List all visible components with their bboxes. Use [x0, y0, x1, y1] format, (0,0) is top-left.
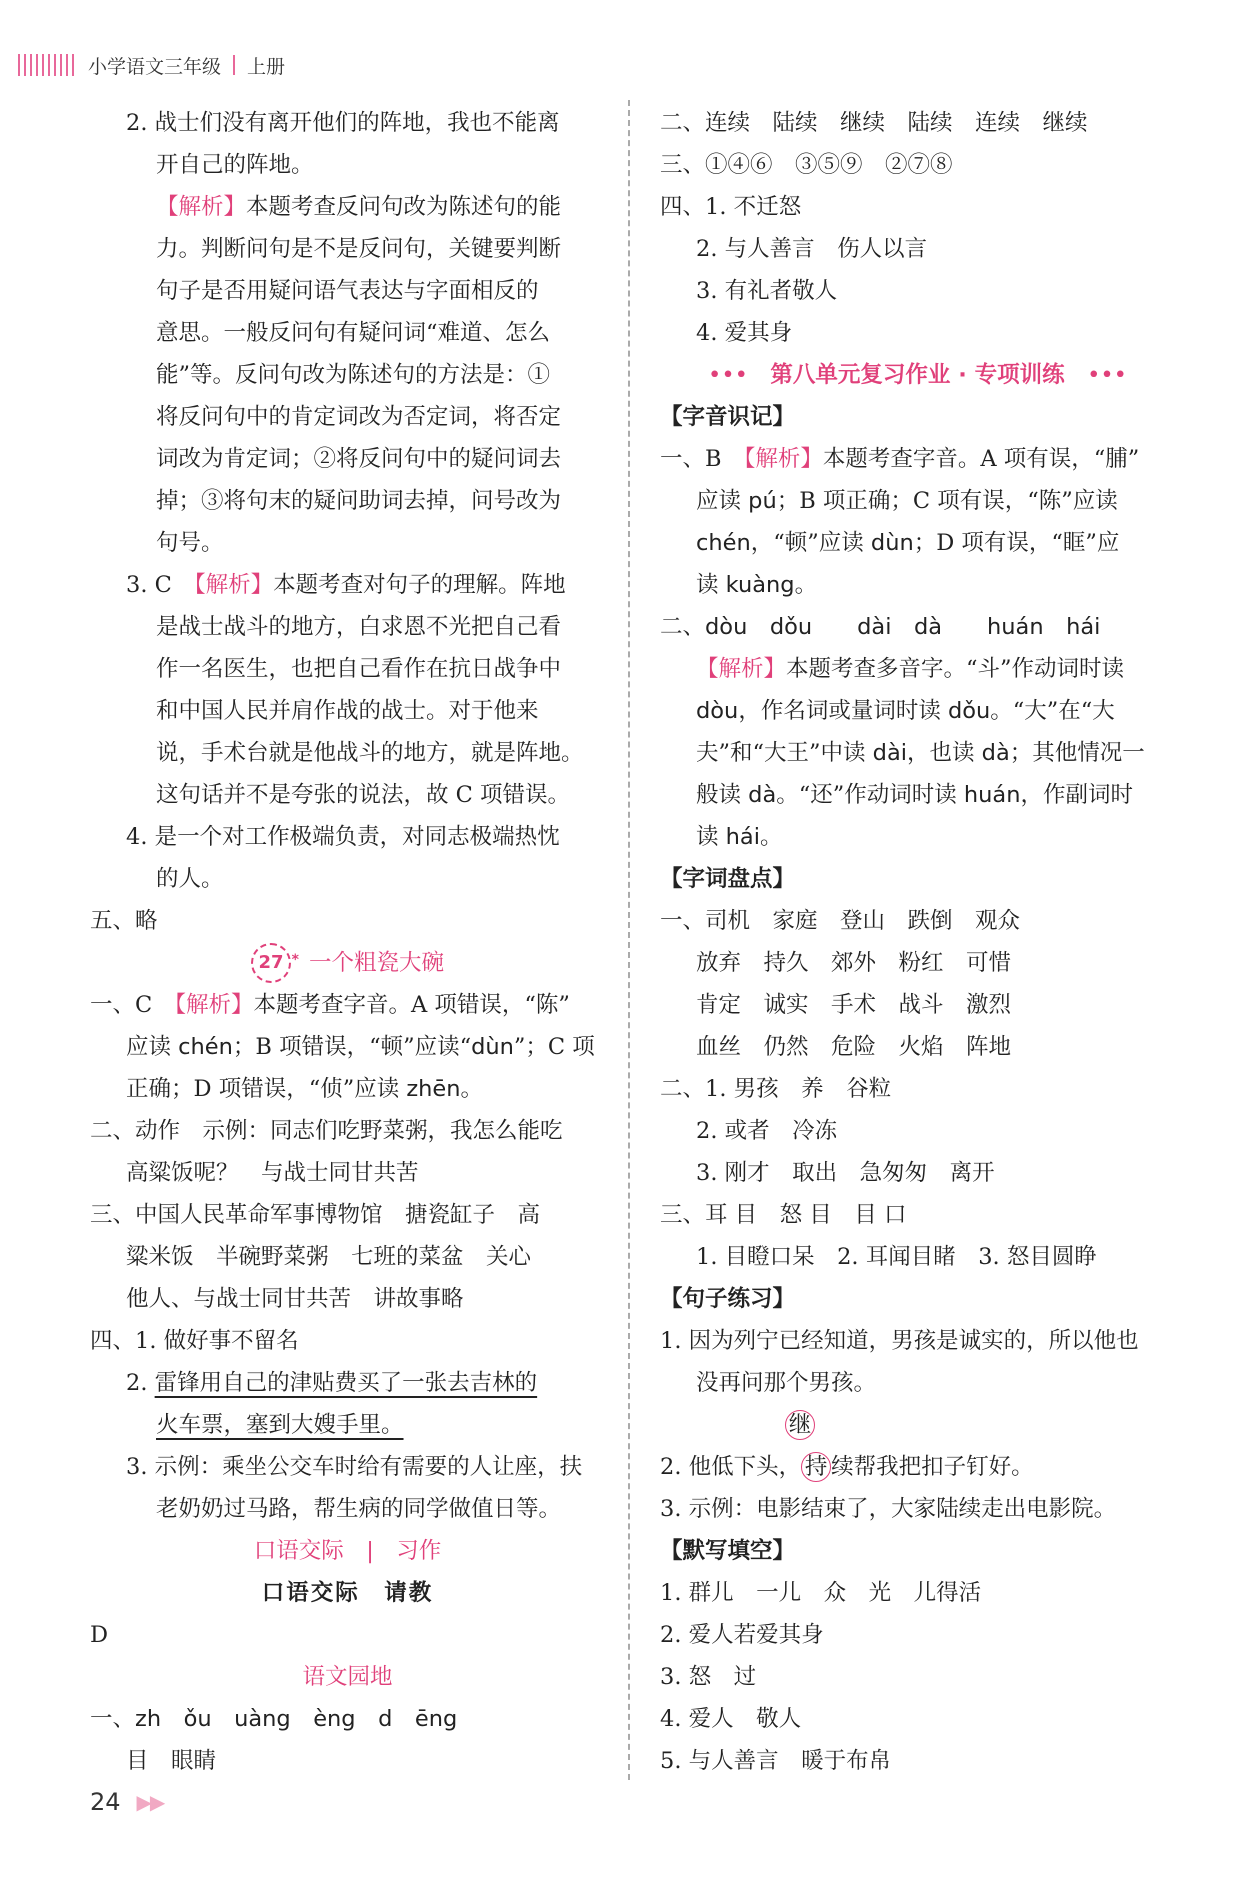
answer-line: 3. 有礼者敬人: [696, 278, 838, 304]
analysis-line: 是战士战斗的地方，白求恩不光把自己看: [156, 614, 562, 640]
analysis-line: 词改为肯定词；②将反问句中的疑问词去: [156, 446, 562, 472]
correction-mark-row: [660, 1404, 1175, 1446]
underlined-answer: 雷锋用自己的津贴费买了一张去吉林的: [154, 1370, 538, 1396]
answer-line: 二、连续 陆续 继续 陆续 连续 继续: [660, 110, 1088, 136]
answer-line: 2. 爱人若爱其身: [660, 1622, 824, 1648]
analysis-line: 掉；③将句末的疑问助词去掉，问号改为: [156, 488, 562, 514]
answer-line: 3. 示例：乘坐公交车时给有需要的人让座，扶: [126, 1454, 583, 1480]
unit-heading: ••• 第八单元复习作业 · 专项训练 •••: [708, 362, 1127, 388]
answer-line: 四、1. 不迁怒: [660, 194, 802, 220]
right-column: [660, 102, 1175, 1782]
answer-line: 老奶奶过马路，帮生病的同学做值日等。: [156, 1496, 562, 1522]
answer-line: 他人、与战士同甘共苦 讲故事略: [126, 1286, 464, 1312]
answer-line: 没再问那个男孩。: [696, 1370, 877, 1396]
analysis-line: 应读 pú；B 项正确；C 项有误，“陈”应读: [696, 488, 1118, 514]
underlined-answer: 火车票，塞到大嫂手里。: [156, 1412, 404, 1438]
section-label: 【字词盘点】: [660, 866, 796, 892]
answer-line: 一、B 【解析】本题考查字音。A 项有误，“脯”: [660, 446, 1140, 472]
analysis-tag: 【解析】: [194, 572, 274, 598]
page-footer: [90, 1788, 163, 1816]
answer-line: 二、1. 男孩 养 谷粒: [660, 1076, 892, 1102]
section-label: 【字音识记】: [660, 404, 796, 430]
answer-line: 3. C 【解析】本题考查对句子的理解。阵地: [126, 572, 566, 598]
answer-line: 1. 因为列宁已经知道，男孩是诚实的，所以他也: [660, 1328, 1139, 1354]
analysis-line: 夫”和“大王”中读 dài，也读 dà；其他情况一: [696, 740, 1145, 766]
footer-arrows-icon: ▶▶: [136, 1790, 164, 1814]
header-volume: 上册: [247, 55, 286, 78]
answer-line: 二、动作 示例：同志们吃野菜粥，我怎么能吃: [90, 1118, 563, 1144]
analysis-line: 正确；D 项错误，“侦”应读 zhēn。: [126, 1076, 484, 1102]
analysis-line: 应读 chén；B 项错误，“顿”应读“dùn”；C 项: [126, 1034, 595, 1060]
answer-line: 二、dòu dǒu dài dà huán hái: [660, 614, 1101, 640]
header-subject: 小学语文三年级: [88, 55, 222, 78]
analysis-line: 力。判断问句是不是反问句，关键要判断: [156, 236, 562, 262]
answer-line: 三、①④⑥ ③⑤⑨ ②⑦⑧: [660, 152, 953, 178]
analysis-line: 作一名医生，也把自己看作在抗日战争中: [156, 656, 562, 682]
answer-line: [90, 1404, 605, 1446]
answer-line: 四、1. 做好事不留名: [90, 1328, 299, 1354]
answer-line: 一、司机 家庭 登山 跌倒 观众: [660, 908, 1021, 934]
analysis-line: 读 hái。: [696, 824, 783, 850]
analysis-tag: 【解析】: [174, 992, 254, 1018]
answer-line: 肯定 诚实 手术 战斗 激烈: [696, 992, 1012, 1018]
answer-line: 4. 是一个对工作极端负责，对同志极端热忱: [126, 824, 560, 850]
analysis-line: chén，“顿”应读 dùn；D 项有误，“眶”应: [696, 530, 1120, 556]
lesson-number-badge: 27 *: [251, 943, 291, 983]
analysis-line: 【解析】本题考查多音字。“斗”作动词时读: [696, 656, 1125, 682]
answer-line: 2. 雷锋用自己的津贴费买了一张去吉林的: [126, 1370, 538, 1396]
answer-line: 3. 刚才 取出 急匆匆 离开: [696, 1160, 995, 1186]
answer-line: 2. 与人善言 伤人以言: [696, 236, 928, 262]
section-heading: 口语交际 | 习作: [253, 1538, 442, 1564]
analysis-line: 将反问句中的肯定词改为否定词，将否定: [156, 404, 562, 430]
answer-line: 一、C 【解析】本题考查字音。A 项错误，“陈”: [90, 992, 570, 1018]
answer-line: 2. 他低下头， 持 续帮我把扣子钉好。: [660, 1454, 1034, 1480]
section-label: 【句子练习】: [660, 1286, 796, 1312]
answer-line: 的人。: [156, 866, 224, 892]
answer-line: 4. 爱其身: [696, 320, 793, 346]
corrected-character: 持: [801, 1452, 831, 1482]
answer-line: 开自己的阵地。: [156, 152, 314, 178]
answer-line: 4. 爱人 敬人: [660, 1706, 802, 1732]
column-divider: [628, 100, 630, 1780]
analysis-tag: 【解析】: [696, 656, 787, 682]
analysis-line: 读 kuàng。: [696, 572, 818, 598]
answer-line: 三、耳 目 怒 目 目 口: [660, 1202, 907, 1228]
answer-line: 3. 示例：电影结束了，大家陆续走出电影院。: [660, 1496, 1117, 1522]
analysis-line: 说，手术台就是他战斗的地方，就是阵地。: [156, 740, 584, 766]
answer-line: 放弃 持久 郊外 粉红 可惜: [696, 950, 1012, 976]
lesson-title-row: [90, 942, 605, 984]
answer-line: D: [90, 1622, 109, 1648]
page-header: [18, 48, 285, 82]
subsection-heading: 口语交际 请教: [261, 1580, 434, 1606]
section-label: 【默写填空】: [660, 1538, 796, 1564]
answer-line: 高粱饭呢？ 与战士同甘共苦: [126, 1160, 419, 1186]
analysis-line: 意思。一般反问句有疑问词“难道、怎么: [156, 320, 551, 346]
analysis-line: 和中国人民并肩作战的战士。对于他来: [156, 698, 539, 724]
correction-mark: 继: [785, 1410, 815, 1440]
answer-line: 五、略: [90, 908, 158, 934]
analysis-line: dòu，作名词或量词时读 dǒu。“大”在“大: [696, 698, 1115, 724]
lesson-title: 一个粗瓷大碗: [308, 950, 444, 976]
answer-line: 三、中国人民革命军事博物馆 搪瓷缸子 高: [90, 1202, 541, 1228]
answer-line: 5. 与人善言 暖于布帛: [660, 1748, 892, 1774]
section-heading: 语文园地: [302, 1664, 393, 1690]
answer-line: 粱米饭 半碗野菜粥 七班的菜盆 关心: [126, 1244, 532, 1270]
answer-line: 血丝 仍然 危险 火焰 阵地: [696, 1034, 1012, 1060]
left-column: [90, 102, 605, 1782]
header-separator: [233, 55, 235, 75]
answer-line: 2. 战士们没有离开他们的阵地，我也不能离: [126, 110, 560, 136]
answer-line: 一、zh ǒu uàng èng d ēng: [90, 1706, 458, 1732]
analysis-line: 能”等。反问句改为陈述句的方法是：①: [156, 362, 551, 388]
analysis-line: 【解析】本题考查反问句改为陈述句的能: [156, 194, 562, 220]
analysis-line: 这句话并不是夸张的说法，故 C 项错误。: [156, 782, 571, 808]
answer-line: 1. 目瞪口呆 2. 耳闻目睹 3. 怒目圆睁: [696, 1244, 1097, 1270]
analysis-tag: 【解析】: [156, 194, 247, 220]
analysis-tag: 【解析】: [744, 446, 823, 472]
answer-line: 1. 群儿 一儿 众 光 儿得活: [660, 1580, 982, 1606]
analysis-line: 般读 dà。“还”作动词时读 huán，作副词时: [696, 782, 1133, 808]
analysis-line: 句号。: [156, 530, 224, 556]
analysis-line: 句子是否用疑问语气表达与字面相反的: [156, 278, 539, 304]
answer-line: 3. 怒 过: [660, 1664, 757, 1690]
header-bars-decoration: [18, 54, 74, 76]
answer-line: 2. 或者 冷冻: [696, 1118, 838, 1144]
answer-line: 目 眼睛: [126, 1748, 217, 1774]
page-number: 24: [90, 1788, 121, 1816]
